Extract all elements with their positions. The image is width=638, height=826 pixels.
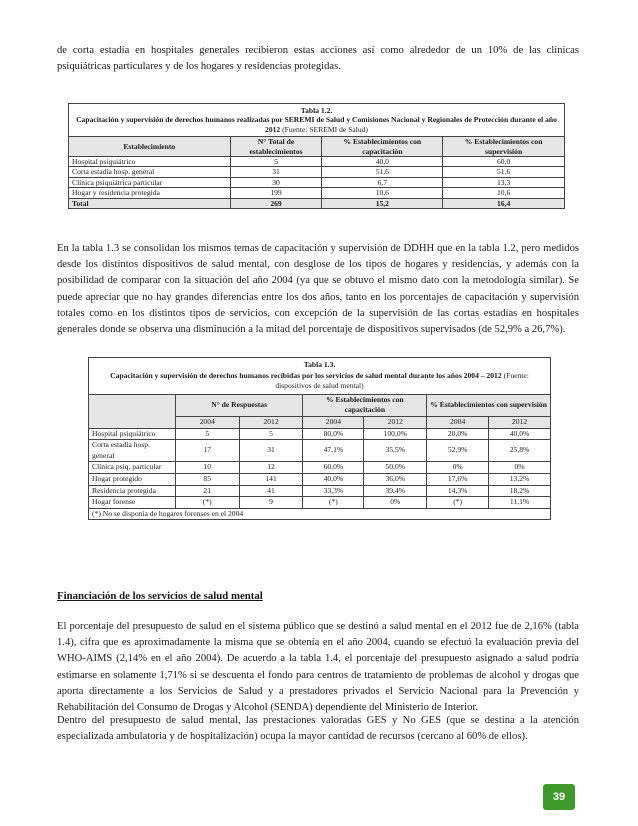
column-group-header: % Establecimientos con capacitación (303, 394, 427, 416)
cell: 5 (175, 428, 239, 440)
cell: 12 (239, 462, 303, 474)
section-heading: Financiación de los servicios de salud mental (57, 590, 263, 602)
cell: 33,3% (303, 485, 364, 497)
cell: 40,0% (303, 473, 364, 485)
year-header: 2012 (489, 416, 551, 428)
intro-paragraph: de corta estadía en hospitales generales recibieron estas acciones así como alrededor de un 10% de las clínicas psiquiátricas particulares y de los hogares y residencias protegidas. (57, 45, 579, 73)
cell: 11,1% (489, 497, 551, 509)
body-paragraph: Dentro del presupuesto de salud mental, las prestaciones valoradas GES y No GES (que se destina a la atención especializada ambulatoria y de hospitalización) ocupa la mayor cantidad de recursos (cercano al 60% de ellos). (57, 715, 579, 743)
table-1-2-source: (Fuente: SEREMI de Salud) (282, 124, 368, 134)
year-header: 2012 (239, 416, 303, 428)
cell: 10 (175, 462, 239, 474)
empty-header-cell (89, 394, 176, 428)
cell: 60,0 (443, 157, 565, 167)
row-label: Hospital psiquiátrico (89, 428, 176, 440)
cell: 40,0 (322, 157, 443, 167)
row-label: Total (69, 198, 231, 208)
row-label: Residencia protegida (89, 485, 176, 497)
table-1-3-caption (89, 358, 551, 395)
table-row (89, 428, 551, 440)
cell: 36,0% (364, 473, 427, 485)
cell: 269 (230, 198, 322, 208)
cell: 17 (175, 440, 239, 462)
row-label: Clínica psiquiátrica particular (69, 177, 231, 187)
cell: 80,0% (303, 428, 364, 440)
cell: 5 (230, 157, 322, 167)
row-label: Hogar forense (89, 497, 176, 509)
cell: 50,0% (364, 462, 427, 474)
cell: 39,4% (364, 485, 427, 497)
table-row (69, 167, 565, 177)
cell: 14,3% (427, 485, 489, 497)
table-1-2-number: Tabla 1.2. (300, 106, 333, 115)
cell: 16,4 (443, 198, 565, 208)
cell: 40,0% (489, 428, 551, 440)
cell: 0% (427, 462, 489, 474)
cell: 21 (175, 485, 239, 497)
cell: 5 (239, 428, 303, 440)
cell: 18,2% (489, 485, 551, 497)
cell: 15,2 (322, 198, 443, 208)
cell: 0% (489, 462, 551, 474)
row-label: Hospital psiquiátrico (69, 157, 231, 167)
year-header: 2012 (364, 416, 427, 428)
table-row (89, 440, 551, 462)
column-group-header: % Establecimientos con supervisión (427, 394, 551, 416)
cell: 9 (239, 497, 303, 509)
table-row (69, 177, 565, 187)
cell: 141 (239, 473, 303, 485)
table-1-3 (88, 357, 551, 520)
cell: 25,8% (489, 440, 551, 462)
table-footnote-row (89, 508, 551, 520)
cell: 51,6 (443, 167, 565, 177)
table-total-row (69, 198, 565, 208)
column-header: N° Total de establecimientos (230, 137, 322, 157)
cell: (*) (303, 497, 364, 509)
cell: 31 (239, 440, 303, 462)
cell: 60,0% (303, 462, 364, 474)
table-1-2-title: Capacitación y supervisión de derechos humanos realizadas por SEREMI de Salud y Comisiones Nacional y Regionales de Protección durante el año 2012 (76, 115, 557, 134)
year-header: 2004 (303, 416, 364, 428)
cell: 20,0% (427, 428, 489, 440)
year-header: 2004 (427, 416, 489, 428)
cell: 10,6 (443, 188, 565, 198)
body-paragraph: El porcentaje del presupuesto de salud en el sistema público que se destinó a salud mental en el 2012 fue de 2,16% (tabla 1.4), cifra que es aproximadamente la misma que se obtenía en el año 2004, cuando se efectuó la evaluación previa del WHO-AIMS (2,14% en el año 2004). De acuerdo a la tabla 1.4, el porcentaje del presupuesto asignado a salud podría estimarse en solamente 1,71% si se descuenta el fondo para centros de tratamiento de problemas de alcohol y drogas que aporta directamente a los Servicios de Salud y a prestadores privados el Servicio Nacional para la Prevención y Rehabilitación del Consumo de Drogas y Alcohol (SENDA) dependiente del Ministerio de Interior. (57, 621, 579, 714)
cell: 51,6 (322, 167, 443, 177)
table-footnote: (*) No se disponía de hogares forenses en el 2004 (89, 508, 551, 520)
column-header: % Establecimientos con capacitación (322, 137, 443, 157)
cell: 30 (230, 177, 322, 187)
cell: 35,5% (364, 440, 427, 462)
row-label: Hogar y residencia protegida (69, 188, 231, 198)
year-header: 2004 (175, 416, 239, 428)
row-label: Hogar protegido (89, 473, 176, 485)
cell: 31 (230, 167, 322, 177)
row-label: Clínica psiq. particular (89, 462, 176, 474)
table-1-2-caption (69, 104, 565, 137)
table-1-3-number: Tabla 1.3. (303, 360, 336, 369)
table-row (69, 188, 565, 198)
table-row (89, 462, 551, 474)
table-1-3-source: (Fuente: dispositivos de salud mental) (275, 370, 529, 391)
cell: 47,1% (303, 440, 364, 462)
cell: 199 (230, 188, 322, 198)
cell: 17,6% (427, 473, 489, 485)
table-row (69, 157, 565, 167)
row-label: Corta estadía hosp. general (89, 440, 176, 462)
cell: (*) (175, 497, 239, 509)
table-row (89, 473, 551, 485)
cell: 0% (364, 497, 427, 509)
cell: 41 (239, 485, 303, 497)
page-number: 39 (543, 784, 575, 810)
cell: 100,0% (364, 428, 427, 440)
table-row (89, 485, 551, 497)
body-paragraph: En la tabla 1.3 se consolidan los mismos temas de capacitación y supervisión de DDHH que en la tabla 1.2, pero medidos desde los distintos dispositivos de salud mental, con desglose de los tipos de hogares y residencias, y además con la posibilidad de comparar con la situación del año 2004 (ya que se obtuvo el mismo dato con la metodología similar). Se puede apreciar que no hay grandes diferencias entre los dos años, tanto en los porcentajes de capacitación y supervisión totales como en los distintos tipos de servicios, con excepción de la supervisión de las cortas estadías en hospitales generales donde se observa una disminución a la mitad del porcentaje de dispositivos supervisados (de 52,9% a 26,7%). (57, 243, 579, 336)
cell: 6,7 (322, 177, 443, 187)
cell: 13,3 (443, 177, 565, 187)
column-group-header: N° de Respuestas (175, 394, 303, 416)
table-1-2 (68, 103, 565, 209)
table-row (89, 497, 551, 509)
table-1-2-header-row (69, 137, 565, 157)
column-header: Establecimiento (69, 137, 231, 157)
table-1-3-group-header-row (89, 394, 551, 416)
column-header: % Establecimientos con supervisión (443, 137, 565, 157)
row-label: Corta estadía hosp. general (69, 167, 231, 177)
cell: 13,2% (489, 473, 551, 485)
cell: (*) (427, 497, 489, 509)
cell: 52,9% (427, 440, 489, 462)
table-1-3-title: Capacitación y supervisión de derechos humanos recibidas por los servicios de salud mental durante los años 2004 – 2012 (110, 370, 502, 380)
cell: 10,6 (322, 188, 443, 198)
cell: 85 (175, 473, 239, 485)
